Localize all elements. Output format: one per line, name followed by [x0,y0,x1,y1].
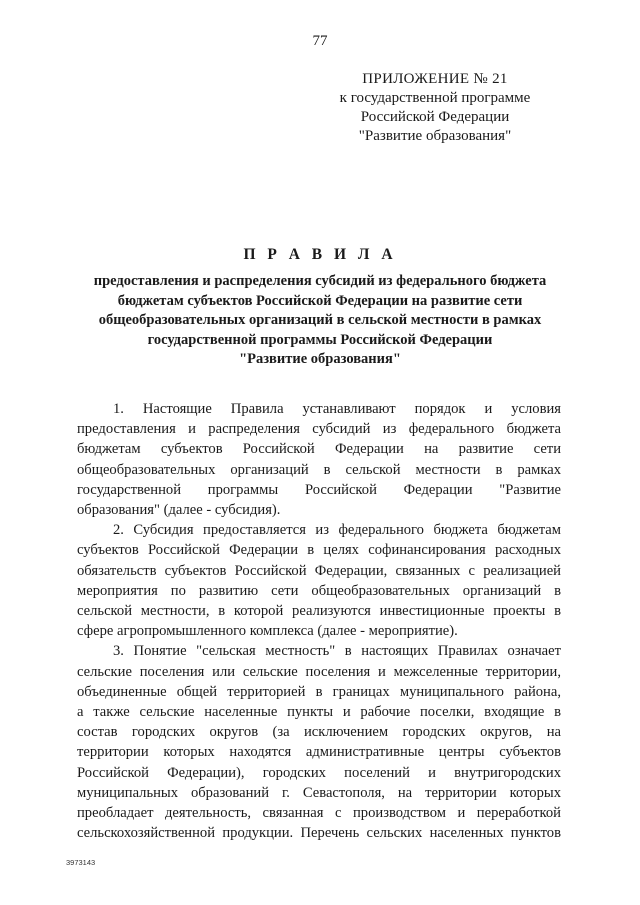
appendix-header [300,70,570,146]
subtitle-line: государственной программы Российской Федерации [147,331,493,348]
document-title: П Р А В И Л А [243,246,397,263]
text-line: сельскохозяйственной продукции. Перечень сельских населенных пунктов [77,825,561,842]
text-line: объединенные общей территорией в границах муниципального района, [77,683,561,700]
text-line: субъектов Российской Федерации в целях софинансирования расходных [77,542,561,559]
text-line: мероприятия по развитию сети общеобразовательных организаций в [77,582,561,599]
document-code: 3973143 [66,858,96,867]
subtitle-line: общеобразовательных организаций в сельской местности в рамках [98,312,542,328]
text-line: сельской местности, в которой реализуются инвестиционные проекты в [77,603,561,620]
text-line: обязательств субъектов Российской Федерации, связанных с реализацией [77,562,561,579]
text-line: сфере агропромышленного комплекса (далее - мероприятие). [77,623,458,640]
appendix-title: ПРИЛОЖЕНИЕ № 21 [362,71,508,87]
paragraph-3 [77,641,561,843]
text-line: преобладает деятельность, связанная с производством и переработкой [77,805,561,822]
document-body [77,399,561,843]
text-line: Российской Федерации), городских поселений и внутригородских [77,764,561,781]
text-line: предоставления и распределения субсидий из федерального бюджета [77,421,561,438]
text-line: а также сельские населенные пункты и рабочие поселки, входящие в [77,704,561,721]
text-line: общеобразовательных организаций в сельской местности в рамках [77,461,561,478]
text-line: бюджетам субъектов Российской Федерации на развитие сети [77,441,561,458]
subtitle-line: "Развитие образования" [239,351,401,367]
text-line: государственной программы Российской Федерации "Развитие [77,481,561,498]
subtitle-line: предоставления и распределения субсидий из федерального бюджета [93,273,547,289]
text-line: муниципальных образований г. Севастополя, на территории которых [77,784,561,801]
text-line: состав городских округов (за исключением городских округов, на [77,724,561,741]
text-line: территории которых находятся административные центры субъектов [77,744,561,761]
subtitle-line: бюджетам субъектов Российской Федерации на развитие сети [117,292,523,309]
appendix-line: Российской Федерации [360,109,510,125]
appendix-line: к государственной программе [339,90,531,106]
paragraph-2 [77,520,561,641]
appendix-line: "Развитие образования" [358,128,512,144]
document-subtitle [80,272,560,370]
text-line: 2. Субсидия предоставляется из федерального бюджета бюджетам [113,522,561,539]
text-line: сельские поселения или сельские поселения и межселенные территории, [77,663,561,680]
paragraph-1 [77,399,561,520]
page-number: 77 [312,33,328,49]
text-line: 1. Настоящие Правила устанавливают порядок и условия [113,401,561,417]
text-line: 3. Понятие "сельская местность" в настоящих Правилах означает [113,643,561,660]
text-line: образования" (далее - субсидия). [77,502,281,519]
